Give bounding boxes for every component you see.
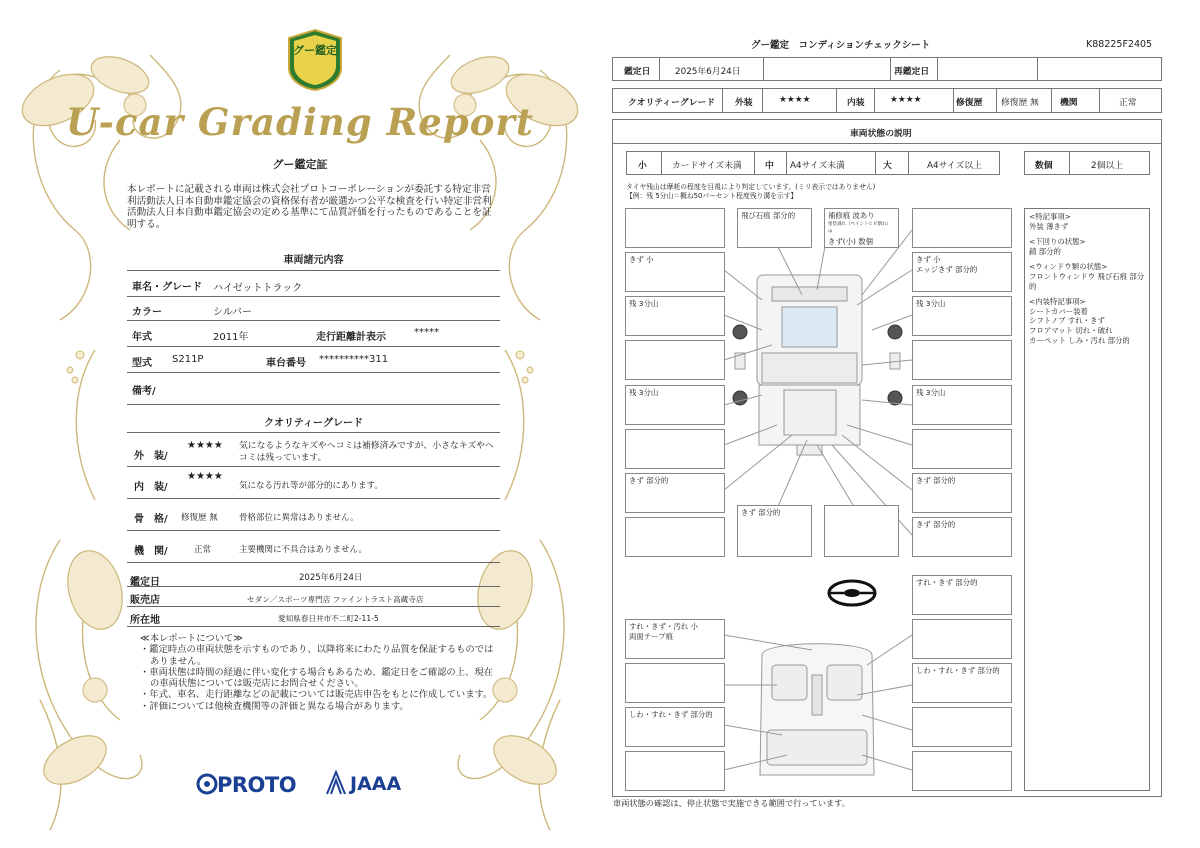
reappraisal-label: 再鑑定日 — [894, 67, 930, 77]
quality-heading: クオリティーグレード — [264, 418, 363, 429]
spec-color-value: シルバー — [213, 307, 253, 318]
damage-box — [625, 429, 725, 469]
sheet-engine-label: 機関 — [1060, 98, 1078, 108]
spec-mileage-label: 走行距離計表示 — [316, 332, 386, 343]
date-label: 鑑定日 — [624, 67, 651, 77]
certificate-statement: 本レポートに記載される車両は株式会社プロトコーポレーションが委託する特定非営利活動法人日本自動車鑑定協会の資格保有者が厳選かつ公平な検査を行い特定非営利活動法人日本自動車鑑定協会の定める基準にて品質評価を行ったものであることを証明する。 — [127, 184, 492, 230]
tire-note-1: タイヤ残山は摩耗の程度を目視により判定しています。(ミリ表示ではありません) — [626, 183, 876, 191]
size-small: 小 — [638, 161, 647, 171]
quality-interior-text: 気になる汚れ等が部分的にあります。 — [239, 481, 383, 491]
size-large-desc: A4サイズ以上 — [927, 161, 982, 171]
sheet-exterior-label: 外装 — [735, 98, 753, 108]
damage-box — [912, 208, 1012, 248]
spec-year-label: 年式 — [132, 332, 152, 343]
divider — [127, 404, 500, 405]
steering-wheel-icon — [829, 581, 875, 605]
divider — [127, 432, 500, 433]
sheet-title: グー鑑定 コンディションチェックシート — [751, 40, 931, 51]
goo-badge-logo — [286, 28, 344, 92]
proto-logo-icon — [196, 773, 218, 795]
damage-box: きず 部分的 — [912, 473, 1012, 513]
sheet-footer: 車両状態の確認は、停止状態で実施できる範囲で行っています。 — [613, 798, 850, 808]
damage-box: きず 部分的 — [625, 473, 725, 513]
size-small-desc: カードサイズ未満 — [672, 161, 742, 171]
address-value: 愛知県春日井市不二町2-11-5 — [278, 614, 379, 623]
sheet-code: K88225F2405 — [1086, 39, 1153, 50]
quality-exterior-stars: ★★★★ — [187, 440, 223, 451]
divider — [127, 270, 500, 271]
interior-box: しわ・すれ・きず 部分的 — [625, 707, 725, 747]
damage-box — [912, 429, 1012, 469]
divider — [127, 562, 500, 563]
dealer-label: 販売店 — [130, 595, 160, 606]
notes-heading: <特記事項> — [1029, 212, 1071, 221]
quality-engine-label: 機 関/ — [134, 546, 168, 557]
damage-box: きず 小 — [625, 252, 725, 292]
damage-box: 飛び石痕 部分的 — [737, 208, 812, 248]
damage-box — [625, 340, 725, 380]
notes-line: フロアマット 切れ・破れ — [1029, 325, 1113, 335]
divider — [127, 346, 500, 347]
notes-heading: <内装特記事項> — [1029, 297, 1086, 307]
spec-name-value: ハイゼットトラック — [213, 283, 303, 294]
notes-line: フロントウィンドウ 飛び石痕 部分的 — [1029, 271, 1145, 291]
spec-year-value: 2011年 — [213, 332, 249, 343]
damage-box: きず 小 エッジきず 部分的 — [912, 252, 1012, 292]
quality-frame-value: 修復歴 無 — [181, 513, 218, 523]
damage-box — [912, 340, 1012, 380]
interior-box — [912, 707, 1012, 747]
note-item: ・鑑定時点の車両状態を示すものであり、以降将来にわたり品質を保証するものではありません。 — [140, 644, 494, 667]
quality-interior-stars: ★★★★ — [187, 471, 223, 482]
tire-box: 残 3分山 — [912, 296, 1012, 336]
sheet-interior-label: 内装 — [847, 98, 865, 108]
quality-interior-label: 内 装/ — [134, 482, 168, 493]
count-label: 数個 — [1035, 161, 1053, 171]
quality-frame-text: 骨格部位に異常はありません。 — [239, 513, 359, 523]
quality-exterior-text: 気になるようなキズやヘコミは補修済みですが、小さなキズやヘコミは残っています。 — [239, 441, 494, 463]
size-medium-desc: A4サイズ未満 — [790, 161, 845, 171]
notes-line: カーペット しみ・汚れ 部分的 — [1029, 335, 1130, 345]
interior-box — [912, 619, 1012, 659]
interior-box — [912, 751, 1012, 791]
spec-remarks-label: 備考/ — [132, 386, 156, 397]
notes-line: 錆 部分的 — [1029, 246, 1061, 256]
notes-line: 外装 薄きず — [1029, 221, 1069, 231]
interior-box — [625, 663, 725, 703]
divider — [127, 296, 500, 297]
divider — [127, 466, 500, 467]
spec-model-value: S211P — [172, 354, 204, 365]
divider — [127, 586, 500, 587]
quality-engine-text: 主要機関に不具合はありません。 — [239, 545, 368, 555]
specs-heading: 車両諸元内容 — [283, 255, 344, 266]
tire-box: 残 3分山 — [912, 385, 1012, 425]
divider — [127, 530, 500, 531]
sheet-repair-label: 修復歴 — [956, 98, 983, 108]
tire-note-2: 【例：残 5分山＝概ね50パーセント程度残り溝を示す】 — [626, 192, 798, 200]
sheet-repair-value: 修復歴 無 — [1001, 98, 1039, 108]
quality-frame-label: 骨 格/ — [134, 514, 168, 525]
dealer-value: セダン／スポーツ専門店 ファイントラスト高蔵寺店 — [247, 595, 424, 604]
date-value: 2025年6月24日 — [675, 67, 741, 77]
quality-exterior-label: 外 装/ — [134, 451, 168, 462]
spec-mileage-value: ***** — [414, 327, 439, 338]
certificate-heading: グー鑑定証 — [272, 158, 328, 171]
damage-box: きず 部分的 — [737, 505, 812, 557]
condition-sheet — [600, 0, 1200, 848]
notes-heading: <下回りの状態> — [1029, 237, 1086, 247]
divider — [127, 498, 500, 499]
sheet-exterior-stars: ★★★★ — [779, 95, 811, 105]
proto-logo-text: PROTO — [217, 773, 297, 797]
size-large: 大 — [883, 161, 892, 171]
address-label: 所在地 — [130, 615, 160, 626]
tire-box: 残 3分山 — [625, 385, 725, 425]
spec-chassis-label: 車台番号 — [266, 358, 306, 369]
notes-title: ≪本レポートについて≫ — [140, 633, 243, 644]
size-medium: 中 — [765, 161, 774, 171]
divider — [127, 372, 500, 373]
jaaa-logo-icon — [325, 770, 347, 796]
damage-box — [824, 505, 899, 557]
interior-box: しわ・すれ・きず 部分的 — [912, 663, 1012, 703]
interior-box: すれ・きず 部分的 — [912, 575, 1012, 615]
note-item: ・年式、車名、走行距離などの記載については販売店申告をもとに作成しています。 — [140, 689, 493, 701]
note-item: ・車両状態は時間の経過に伴い変化する場合もあるため、鑑定日をご確認の上、現在の車両状態については販売店にお問合せください。 — [140, 666, 493, 690]
divider — [612, 143, 1162, 144]
appraisal-date-value: 2025年6月24日 — [299, 573, 363, 583]
notes-line: シートカバー装着 — [1029, 306, 1088, 316]
spec-chassis-value: **********311 — [319, 354, 389, 365]
report-notes — [140, 633, 500, 712]
special-notes-panel — [1024, 208, 1150, 791]
appraisal-date-label: 鑑定日 — [130, 577, 160, 588]
notes-line: シフトノブ すれ・きず — [1029, 316, 1105, 326]
report-script-title: U-car Grading Report — [66, 100, 534, 144]
note-item: ・評価については他検査機関等の評価と異なる場合があります。 — [140, 700, 409, 712]
condition-heading: 車両状態の説明 — [850, 129, 912, 139]
interior-box — [625, 751, 725, 791]
sheet-interior-stars: ★★★★ — [890, 95, 922, 105]
quality-engine-value: 正常 — [194, 545, 212, 555]
notes-heading: <ウィンドウ類の状態> — [1029, 262, 1108, 272]
damage-box: きず 部分的 — [912, 517, 1012, 557]
count-desc: 2個以上 — [1091, 161, 1123, 171]
sheet-engine-value: 正常 — [1119, 98, 1137, 108]
divider — [127, 320, 500, 321]
spec-name-label: 車名・グレード — [132, 282, 202, 293]
spec-color-label: カラー — [132, 307, 162, 318]
divider — [127, 606, 500, 607]
badge-text: グー鑑定 — [293, 44, 337, 57]
interior-box: すれ・きず・汚れ 小 両面テープ痕 — [625, 619, 725, 659]
spec-model-label: 型式 — [132, 358, 152, 369]
damage-box — [625, 208, 725, 248]
grade-label: クオリティーグレード — [628, 98, 716, 108]
damage-box — [625, 517, 725, 557]
tire-box: 残 3分山 — [625, 296, 725, 336]
damage-box: 補修痕 波あり 塗装剥れ（ペイントヒビ割れ）中 きず(小) 数個 — [824, 208, 899, 248]
jaaa-logo-text: JAAA — [350, 773, 402, 795]
divider — [127, 626, 500, 627]
